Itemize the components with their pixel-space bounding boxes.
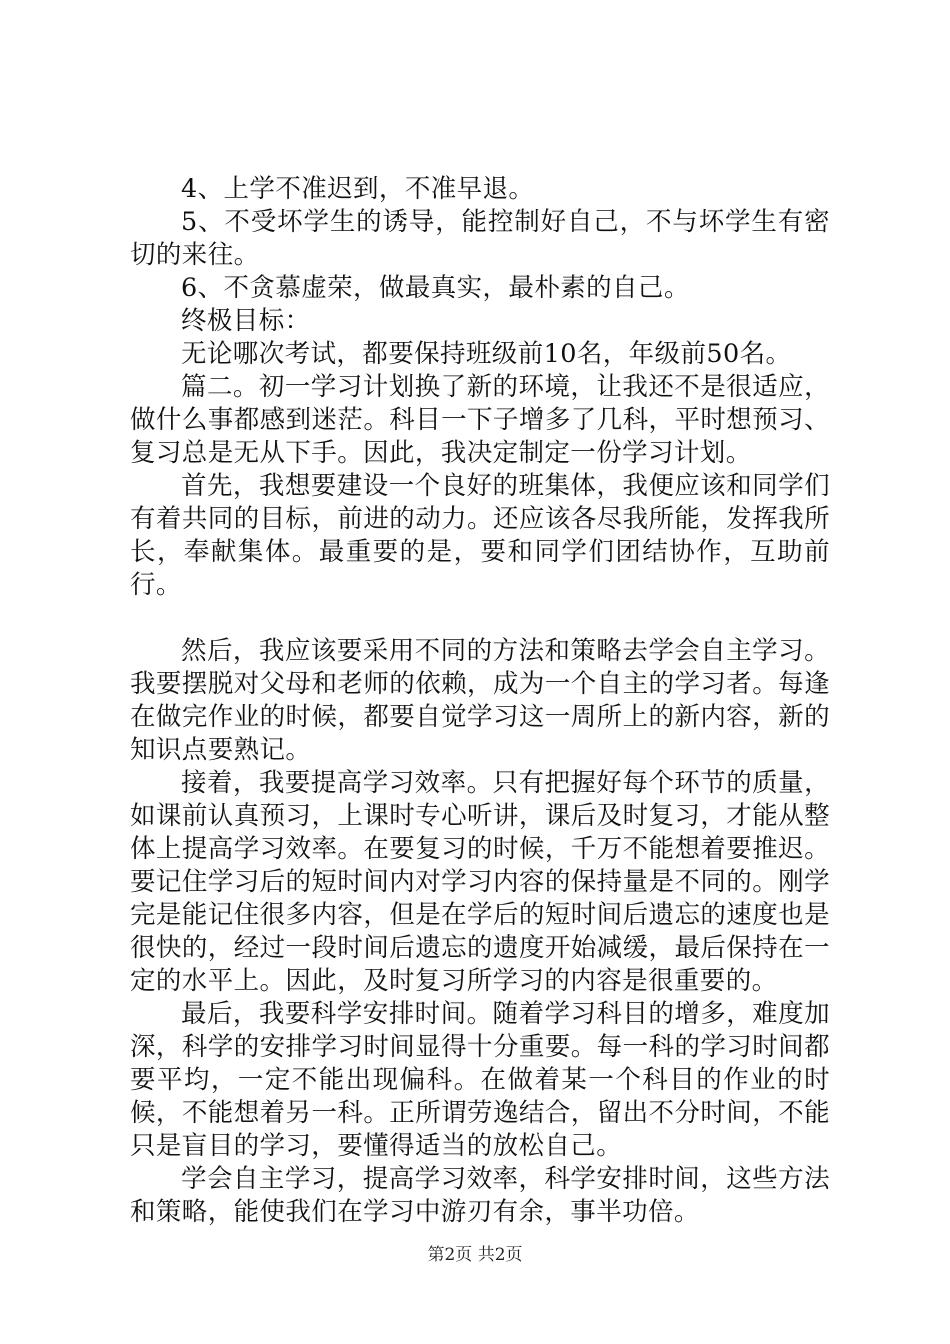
paragraph-rule-5: 5、不受坏学生的诱导，能控制好自己，不与坏学生有密切的来往。 — [130, 207, 830, 270]
paragraph-part-two-intro: 篇二。初一学习计划换了新的环境，让我还不是很适应，做什么事都感到迷茫。科目一下子增多了几科，平时想预习、复习总是无从下手。因此，我决定制定一份学习计划。 — [130, 372, 830, 468]
paragraph-ultimate-goal: 无论哪次考试，都要保持班级前10名，年级前50名。 — [181, 339, 792, 369]
paragraph-rule-4: 4、上学不准迟到，不准早退。 — [181, 174, 535, 204]
paragraph-first: 首先，我想要建设一个良好的班集体，我便应该和同学们有着共同的目标，前进的动力。还应该各尽我所能，发挥我所长，奉献集体。最重要的是，要和同学们团结协作，互助前行。 — [130, 471, 830, 600]
paragraph-conclusion: 学会自主学习，提高学习效率，科学安排时间，这些方法和策略，能使我们在学习中游刃有余，事半功倍。 — [130, 1164, 830, 1227]
paragraph-then: 然后，我应该要采用不同的方法和策略去学会自主学习。我要摆脱对父母和老师的依赖，成为一个自主的学习者。每逢在做完作业的时候，都要自觉学习这一周所上的新内容，新的知识点要熟记。 — [130, 636, 830, 765]
paragraph-rule-6: 6、不贪慕虚荣，做最真实，最朴素的自己。 — [181, 273, 690, 303]
document-body — [130, 173, 830, 1229]
paragraph-finally: 最后，我要科学安排时间。随着学习科目的增多，难度加深，科学的安排学习时间显得十分重要。每一科的学习时间都要平均，一定不能出现偏科。在做着某一个科目的作业的时候，不能想着另一科。正所谓劳逸结合，留出不分时间，不能只是盲目的学习，要懂得适当的放松自己。 — [130, 999, 830, 1161]
page-footer: 第2页 共2页 — [427, 1245, 523, 1265]
paragraph-ultimate-goal-heading: 终极目标： — [181, 306, 311, 336]
paragraph-next: 接着，我要提高学习效率。只有把握好每个环节的质量，如课前认真预习，上课时专心听讲，课后及时复习，才能从整体上提高学习效率。在要复习的时候，千万不能想着要推迟。要记住学习后的短时间内对学习内容的保持量是不同的。刚学完是能记住很多内容，但是在学后的短时间后遗忘的速度也是很快的，经过一段时间后遗忘的遗度开始减缓，最后保持在一定的水平上。因此，及时复习所学习的内容是很重要的。 — [130, 768, 830, 996]
